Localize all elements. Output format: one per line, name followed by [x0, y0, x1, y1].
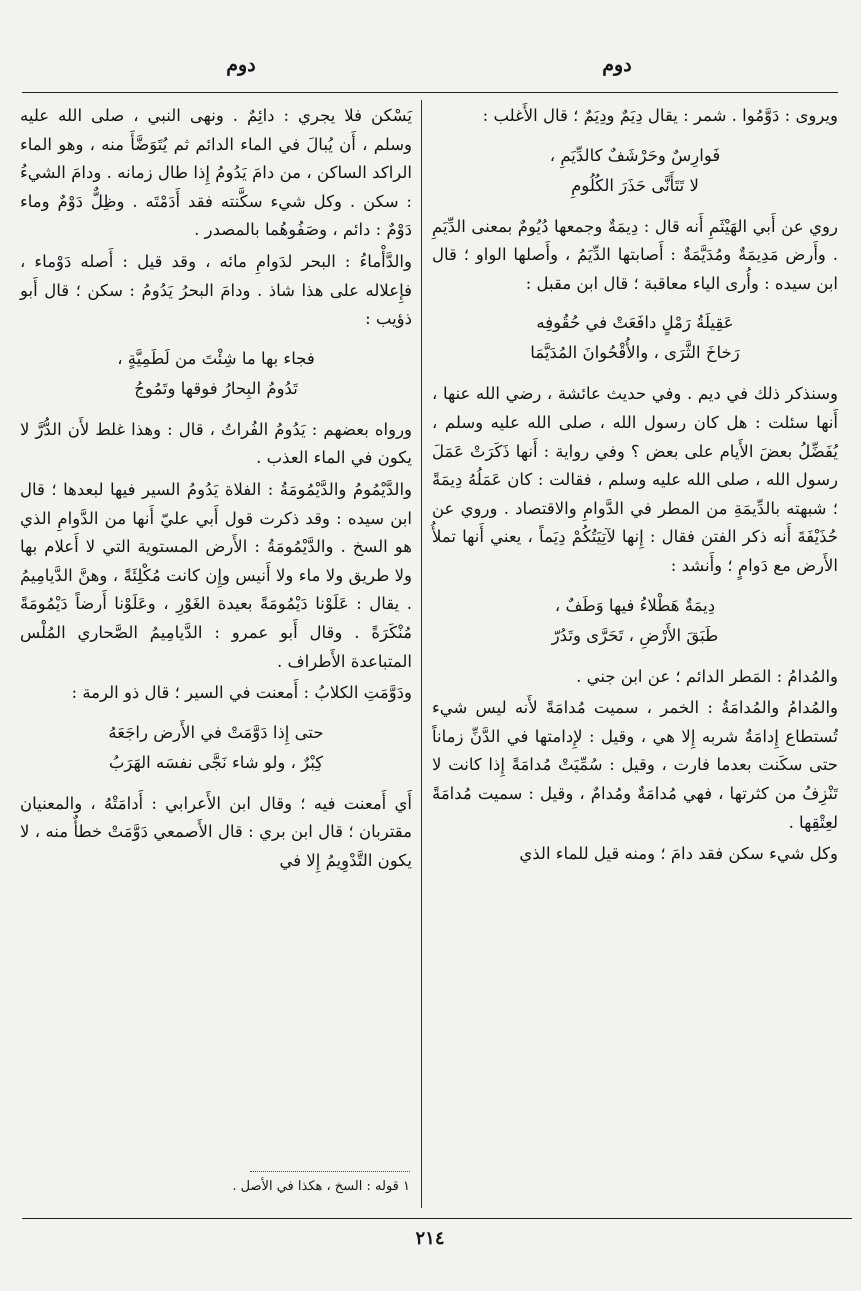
footer-rule — [22, 1218, 852, 1219]
verse-line: عَقِيلَةُ رَمْلٍ دافَعَتْ في حُقُوفِه — [536, 313, 734, 333]
paragraph: وكل شيء سكن فقد دامَ ؛ ومنه قيل للماء الذي — [519, 844, 838, 864]
verse — [20, 718, 412, 778]
verse-line: لا تَتَأَنَّى حَذَرَ الكُلُومِ — [571, 175, 699, 195]
footnote-rule — [250, 1171, 410, 1172]
verse-line: فَوارِسٌ وحَرْشَفٌ كالدِّيَمِ ، — [549, 145, 721, 165]
verse-line: طَبَقَ الأَرْضِ ، تَحَرَّى وتَدُرّ — [551, 625, 719, 645]
verse-line: دِيمَةٌ هَطْلاءُ فيها وَطَفٌ ، — [554, 595, 716, 615]
verse-line: تَدُومُ البِحارُ فوقها وتَمُوجُ — [134, 378, 298, 398]
paragraph: والمُدامُ والمُدامَةُ : الخمر ، سميت مُدامَةً لأَنه ليس شيء تُستطاع إِدامَةُ شربه إِلا هي ، وقيل : لإِدامتها في الدَّنِّ زماناً حتى سكَنت بعدما فارت ، وقيل : سُمِّيَتْ مُدامَةً إِذا كانت لا تَنْزِفُ من كثرتها ، فهي مُدامَةٌ ومُدامٌ ، وقيل : سميت مُدامَةً لعِتْقِها . — [432, 698, 838, 832]
verse — [432, 141, 838, 201]
paragraph: ورواه بعضهم : يَدُومُ الفُراتُ ، قال : وهذا غلط لأَن الدُّرَّ لا يكون في الماء العذب . — [20, 419, 412, 468]
verse-line: حتى إِذا دَوَّمَتْ في الأَرض راجَعَهُ — [108, 722, 324, 742]
paragraph: والدَّيْمُومُ والدَّيْمُومَةُ : الفلاة يَدُومُ السير فيها لبعدها ؛ قال ابن سيده : وقد ذكرت قول أَبي عليّ أَنها من الدَّوامِ الذي هو السخ . والدَّيْمُومَةُ : الأَرض المستوية التي لا أَعلام بها ولا طريق ولا ماء ولا أَنيس وإِن كانت مُكْلِئَةً ، وهنَّ الدَّيامِيمُ . يقال : عَلَوْنا دَيْمُومَةً بعيدة الغَوْرِ ، وعَلَوْنا أَرضاً دَيْمُومَةً مُنْكَرَةً . وقال أَبو عمرو : الدَّيامِيمُ الصَّحاري المُلْس المتباعدة الأَطراف . — [20, 479, 412, 671]
paragraph: والمُدامُ : المَطر الدائم ؛ عن ابن جني . — [576, 666, 838, 686]
left-column — [20, 102, 412, 878]
column-separator — [421, 100, 422, 1208]
verse-line: كِبْرٌ ، ولو شاء نَجَّى نفسَه الهَرَبُ — [108, 752, 324, 772]
paragraph: يَسْكن فلا يجري : دائِمٌ . ونهى النبي ، صلى الله عليه وسلم ، أَن يُبالَ في الماء الدائم ثم يُتَوَضَّأَ منه ، وهو الماء الراكد الساكن ، من دامَ يَدُومُ إِذا طال زمانه . ودامَ الشيءُ : سكن . وكل شيء سكَّنته فقد أَدَمْتَه . وظِلٌّ دَوْمٌ وماء دَوْمٌ : دائم ، وصَفُوهُما بالمصدر . — [20, 106, 412, 240]
paragraph: أَي أَمعنت فيه ؛ وقال ابن الأَعرابي : أَدامَتْهُ ، والمعنيان مقتربان ؛ قال ابن بري : قال الأَصمعي دَوَّمَتْ خطأٌ منه ، لا يكون التَّدْوِيمُ إِلا في — [20, 793, 412, 870]
left-running-header: دوم — [226, 54, 256, 76]
verse — [432, 308, 838, 368]
verse — [432, 591, 838, 651]
right-column — [432, 102, 838, 872]
paragraph: ويروى : دَوَّمُوا . شمر : يقال دِيَمٌ ودِيَمٌ ؛ قال الأَغلب : — [482, 106, 838, 125]
paragraph: روي عن أَبي الهَيْثَمِ أَنه قال : دِيمَةٌ وجمعها دُيُومٌ بمعنى الدِّيَمِ . وأَرض مَدِيمَةٌ ومُدَيَّمَةٌ : أَصابتها الدِّيَمُ ، وأَصلها الواو ؛ قال ابن سيده : وأُرى الياء معاقبة ؛ قال ابن مقبل : — [432, 216, 838, 293]
verse-line: رَخاخَ الثَّرَى ، والأُقْحُوانَ المُدَيَّمَا — [530, 343, 740, 363]
paragraph: ودَوَّمَتِ الكلابُ : أَمعنت في السير ؛ قال ذو الرمة : — [71, 683, 412, 703]
verse — [20, 344, 412, 404]
paragraph: وسنذكر ذلك في ديم . وفي حديث عائشة ، رضي الله عنها ، أَنها سئلت : هل كان رسول الله ، صلى الله عليه وسلم ، يُفَضِّلُ بعضَ الأَيام على بعض ؟ وفي رواية : أَنها ذَكَرَتْ عَمَلَ رسول الله ، صلى الله عليه وسلم ، فقالت : كان عَمَلُهُ دِيمَةً ؛ شبهته بالدِّيمَةِ من المطر في الدَّوامِ والاقتصاد . وروي عن حُذَيْفَةَ أَنه ذكر الفتن فقال : إِنها لآتِيَتُكُمْ دِيَماً ، يعني أَنها تملأُ الأَرض مع دَوامٍ ؛ وأَنشد : — [432, 384, 838, 575]
page-number: ٢١٤ — [415, 1228, 445, 1249]
right-running-header: دوم — [602, 54, 632, 76]
paragraph: والدَّأْماءُ : البحر لدَوامِ مائه ، وقد قيل : أَصله دَوْماء ، فإِعلاله على هذا شاذ . ودامَ البحرُ يَدُومُ : سكن ؛ قال أَبو ذؤيب : — [20, 251, 412, 329]
verse-line: فجاء بها ما شِئْتَ من لَطَمِيَّةٍ ، — [117, 348, 315, 368]
header-rule — [22, 92, 838, 93]
footnote: ١ قوله : السخ ، هكذا في الأصل . — [232, 1179, 410, 1194]
